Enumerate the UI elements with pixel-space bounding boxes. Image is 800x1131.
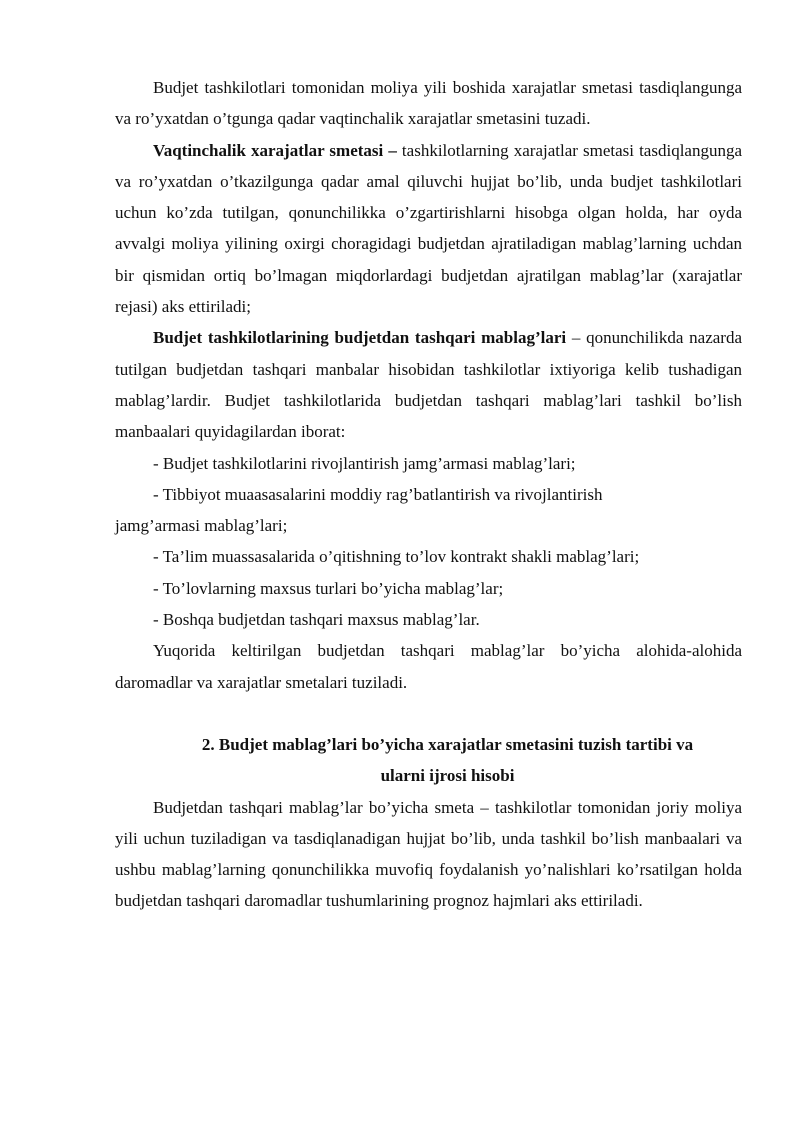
- list-item: - Tibbiyot muaasasalarini moddiy rag’batlantirish va rivojlantirish: [153, 484, 603, 504]
- list-item: - Budjet tashkilotlarini rivojlantirish jamg’armasi mablag’lari;: [153, 453, 576, 473]
- list-item-continuation: jamg’armasi mablag’lari;: [115, 516, 288, 536]
- list-item: - Boshqa budjetdan tashqari maxsus mablag’lar.: [153, 610, 480, 630]
- paragraph-temporary-estimate-definition: [115, 135, 742, 323]
- term-temporary-estimate: Vaqtinchalik xarajatlar smetasi –: [153, 140, 397, 160]
- paragraph-extrabudgetary-estimate: Budjetdan tashqari mablag’lar bo’yicha smeta – tashkilotlar tomonidan joriy moliya yili uchun tuziladigan va tasdiqlanadigan hujjat bo’lib, unda tashkil bo’lish manbaalari va ushbu mablag’larning qonunchilikka muvofiq foydalanish yo’nalishlari ko’rsatilgan holda budjetdan tashqari daromadlar tushumlarining prognoz hajmlari aks ettiriladi.: [115, 797, 742, 911]
- section-heading-line-1: 2. Budjet mablag’lari bo’yicha xarajatlar smetasini tuzish tartibi va: [201, 734, 694, 754]
- list-item: - Ta’lim muassasalarida o’qitishning to’lov kontrakt shakli mablag’lari;: [153, 547, 640, 567]
- list-item: - To’lovlarning maxsus turlari bo’yicha mablag’lar;: [153, 578, 504, 598]
- paragraph-temporary-estimate-intro: Budjet tashkilotlari tomonidan moliya yili boshida xarajatlar smetasi tasdiqlangunga va ro’yxatdan o’tgunga qadar vaqtinchalik xarajatlar smetasini tuzadi.: [115, 78, 742, 129]
- document-page: [115, 72, 742, 917]
- definition-temporary-estimate: tashkilotlarning xarajatlar smetasi tasdiqlangunga va ro’yxatdan o’tkazilgunga qadar amal qiluvchi hujjat bo’lib, unda budjet tashkilotlari uchun ko’zda tutilgan, qonunchilikka o’zgartirishlarni hisobga olgan holda, har oyda avvalgi moliya yilining oxirgi choragidagi budjetdan ajratiladigan mablag’larning uchdan bir qismidan ortiq bo’lmagan miqdorlardagi budjetdan ajratilgan mablag’lar (xarajatlar rejasi) aks ettiriladi;: [115, 140, 743, 317]
- paragraph-extrabudgetary-funds-definition: [115, 322, 742, 447]
- paragraph-separate-estimates: Yuqorida keltirilgan budjetdan tashqari mablag’lar bo’yicha alohida-alohida daromadlar va xarajatlar smetalari tuziladi.: [115, 641, 742, 692]
- definition-extrabudgetary-funds: – qonunchilikda nazarda tutilgan budjetdan tashqari manbalar hisobidan tashkilotlar ixtiyoriga kelib tushadigan mablag’lardir. Budjet tashkilotlarida budjetdan tashqari mablag’lari tashkil bo’lish manbaalari quyidagilardan iborat:: [115, 328, 743, 442]
- term-extrabudgetary-funds: Budjet tashkilotlarining budjetdan tashqari mablag’lari: [153, 328, 567, 348]
- section-spacer: [115, 698, 742, 729]
- section-heading-line-2: ularni ijrosi hisobi: [380, 766, 515, 786]
